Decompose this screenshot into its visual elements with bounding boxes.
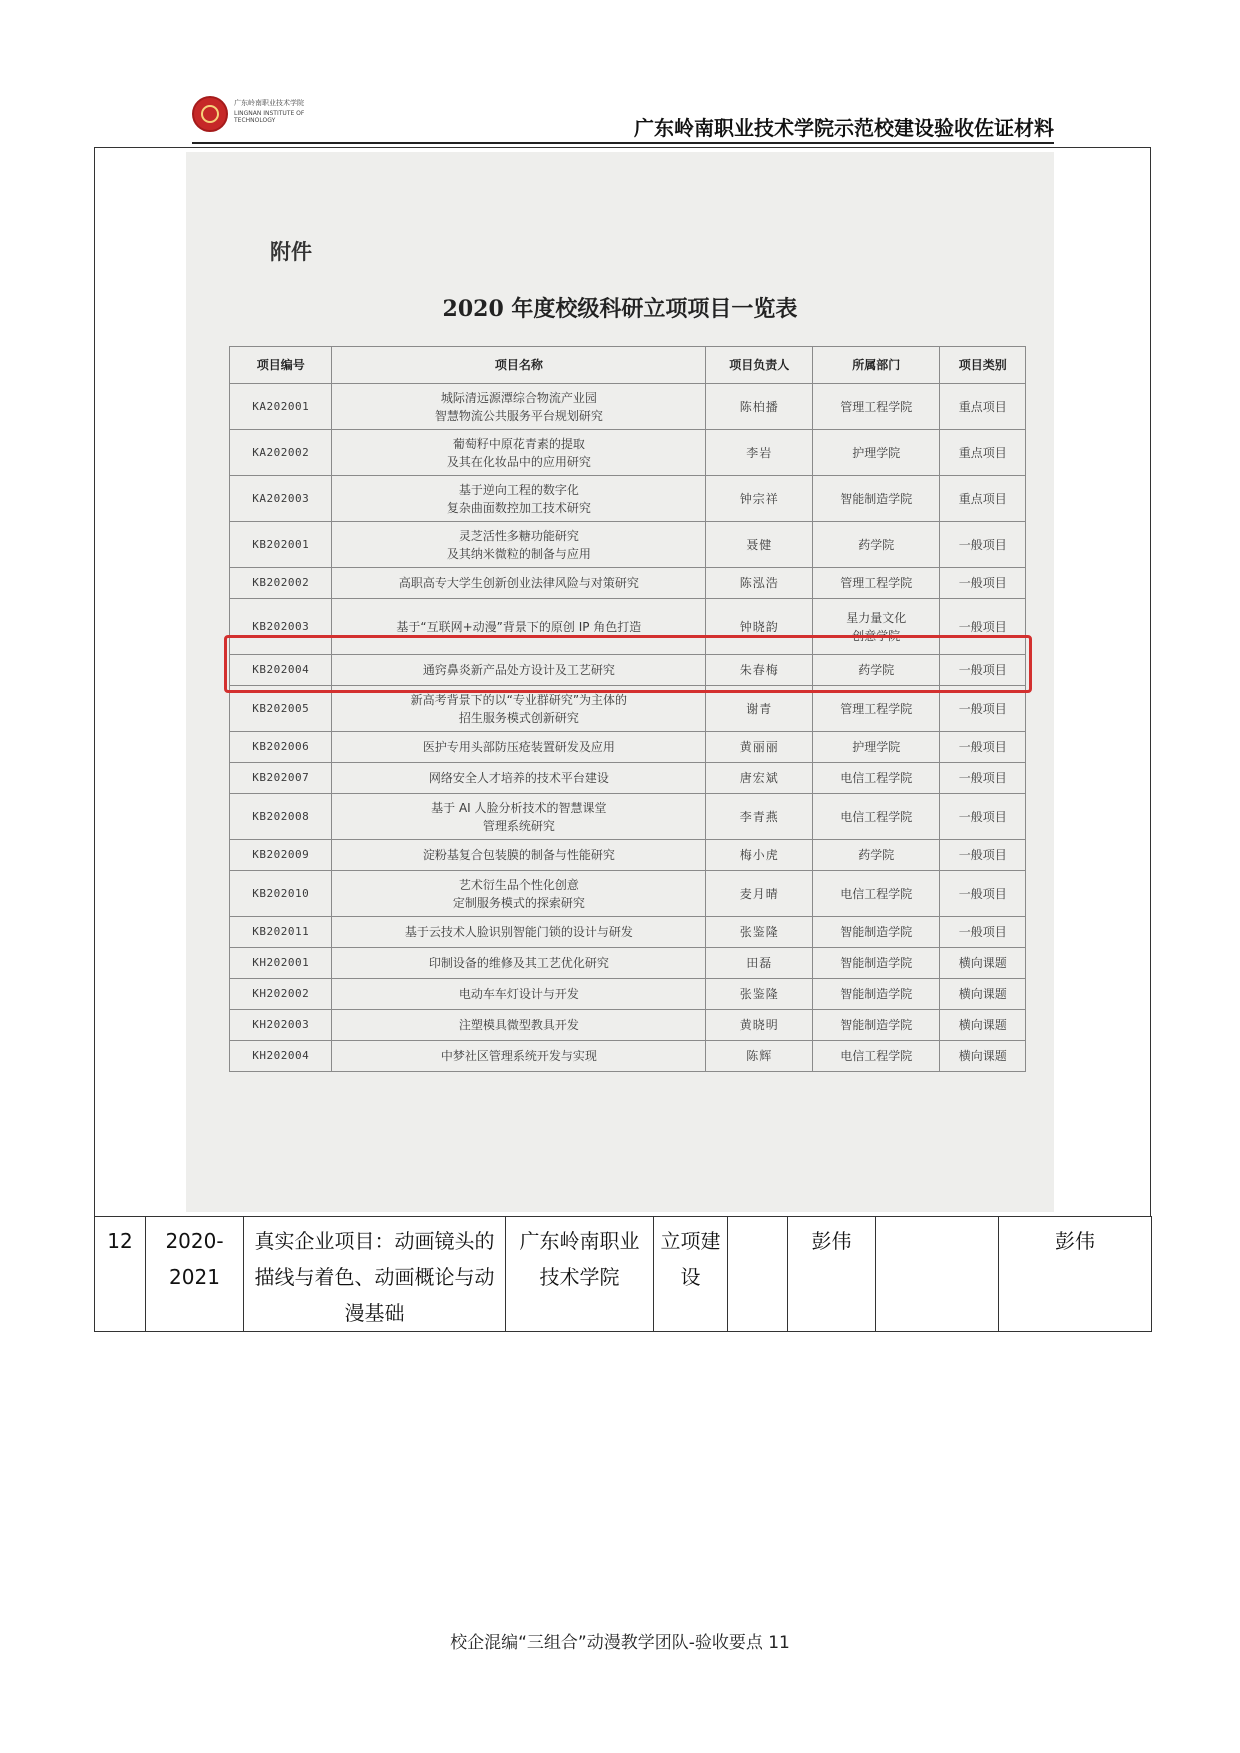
list-title: 2020 年度校级科研立项项目一览表 [442,296,798,322]
school-seal-icon [192,96,228,132]
project-leader: 陈柏播 [706,384,813,430]
project-dept [813,871,940,917]
project-type: 一般项目 [940,840,1026,871]
document-photo [186,152,1054,1212]
column-header: 项目编号 [230,347,332,384]
project-name-line: 中梦社区管理系统开发与实现 [440,1049,597,1063]
project-type: 一般项目 [940,763,1026,794]
project-code: KB202010 [230,871,332,917]
row-kind: 立项建设 [654,1217,728,1332]
project-name-line: 淀粉基复合包装膜的制备与性能研究 [422,848,615,862]
page-header-title: 广东岭南职业技术学院示范校建设验收佐证材料 [634,116,1054,140]
table-row [230,763,1026,794]
row-year: 2020-2021 [146,1217,244,1332]
project-leader: 梅小虎 [706,840,813,871]
project-dept [813,763,940,794]
project-dept-line: 药学院 [858,848,895,862]
project-name-line: 基于 AI 人脸分析技术的智慧课堂 [431,800,607,815]
project-leader: 陈泓浩 [706,568,813,599]
project-dept-line: 药学院 [858,663,895,677]
table-row [230,430,1026,476]
project-type: 横向课题 [940,948,1026,979]
page-footer: 校企混编“三组合”动漫教学团队-验收要点 11 [450,1633,790,1653]
column-header: 项目名称 [332,347,706,384]
column-header: 项目负责人 [706,347,813,384]
project-leader: 黄丽丽 [706,732,813,763]
project-leader: 田磊 [706,948,813,979]
column-header: 项目类别 [940,347,1026,384]
table-row [230,1041,1026,1072]
project-code: KB202011 [230,917,332,948]
project-type: 横向课题 [940,1041,1026,1072]
project-type: 一般项目 [940,522,1026,568]
project-code: KA202003 [230,476,332,522]
project-leader: 李岩 [706,430,813,476]
project-dept [813,917,940,948]
project-name-line: 定制服务模式的探索研究 [452,895,585,910]
project-dept [813,794,940,840]
project-dept [813,522,940,568]
project-name [332,871,706,917]
logo-en-text: LINGNAN INSTITUTE OF TECHNOLOGY [234,110,305,124]
project-leader: 钟宗祥 [706,476,813,522]
project-name-line: 电动车车灯设计与开发 [458,987,579,1001]
highlight-box [224,635,1032,693]
table-row [95,1217,1152,1332]
project-code: KB202009 [230,840,332,871]
project-leader: 张鉴隆 [706,979,813,1010]
project-code: KB202008 [230,794,332,840]
project-name-line: 城际清远源潭综合物流产业园 [440,390,597,405]
table-row [230,1010,1026,1041]
project-name [332,568,706,599]
table-row [230,732,1026,763]
project-name-line: 及其纳米微粒的制备与应用 [446,546,591,561]
project-code: KH202001 [230,948,332,979]
project-name [332,763,706,794]
outer-table-row [94,1216,1152,1332]
project-name [332,732,706,763]
project-name [332,917,706,948]
project-type: 重点项目 [940,384,1026,430]
row-empty-cell [876,1217,999,1332]
project-name-line: 基于云技术人脸识别智能门锁的设计与研发 [404,925,633,939]
project-dept-line: 电信工程学院 [840,1049,913,1063]
project-name-line: 高职高专大学生创新创业法律风险与对策研究 [398,576,639,590]
project-type: 一般项目 [940,794,1026,840]
header-divider [192,142,1054,144]
project-name-line: 艺术衍生品个性化创意 [458,877,579,892]
project-type: 横向课题 [940,1010,1026,1041]
project-dept-line: 智能制造学院 [840,956,913,970]
project-name-line: 及其在化妆品中的应用研究 [446,454,591,469]
logo-cn-text: 广东岭南职业技术学院 [234,99,304,107]
project-dept [813,430,940,476]
project-name [332,522,706,568]
table-row [230,384,1026,430]
project-code: KH202002 [230,979,332,1010]
project-code: KA202001 [230,384,332,430]
project-dept [813,568,940,599]
project-name-line: 网络安全人才培养的技术平台建设 [428,771,609,785]
project-leader: 钟晓韵 [706,599,813,655]
project-name [332,476,706,522]
column-header: 所属部门 [813,347,940,384]
table-row [230,948,1026,979]
project-type: 横向课题 [940,979,1026,1010]
project-list-table [229,346,1026,1072]
table-row [230,871,1026,917]
project-name [332,430,706,476]
project-leader: 麦月晴 [706,871,813,917]
project-name-line: 新高考背景下的以“专业群研究”为主体的 [410,692,628,707]
project-name-line: 复杂曲面数控加工技术研究 [446,500,591,515]
project-dept-line: 药学院 [858,537,895,552]
project-dept [813,384,940,430]
project-name-line: 印制设备的维修及其工艺优化研究 [428,956,609,970]
table-row [230,794,1026,840]
project-dept [813,1041,940,1072]
project-leader: 张鉴隆 [706,917,813,948]
project-type: 一般项目 [940,732,1026,763]
project-leader: 朱春梅 [706,655,813,686]
project-dept-line: 智能制造学院 [840,1018,913,1032]
project-dept-line: 护理学院 [852,445,901,460]
project-dept-line: 星力量文化 [846,610,907,625]
project-name-line: 智慧物流公共服务平台规划研究 [434,408,603,423]
project-type: 一般项目 [940,871,1026,917]
project-name [332,794,706,840]
row-project: 真实企业项目：动画镜头的描线与着色、动画概论与动漫基础 [244,1217,506,1332]
project-name-line: 基于“互联网+动漫”背景下的原创 IP 角色打造 [396,619,642,634]
project-name [332,384,706,430]
project-dept [813,1010,940,1041]
project-dept-line: 智能制造学院 [840,987,913,1001]
project-name-line: 葡萄籽中原花青素的提取 [452,436,585,451]
project-name [332,948,706,979]
row-person: 彭伟 [788,1217,876,1332]
project-name [332,1010,706,1041]
project-dept-line: 电信工程学院 [840,809,913,824]
project-name-line: 基于逆向工程的数字化 [458,482,579,497]
project-dept [813,476,940,522]
project-name [332,840,706,871]
table-row [230,840,1026,871]
row-number: 12 [95,1217,146,1332]
project-type: 重点项目 [940,476,1026,522]
project-name [332,1041,706,1072]
project-dept-line: 智能制造学院 [840,491,913,506]
project-name-line: 医护专用头部防压疮装置研发及应用 [422,740,615,754]
project-leader: 陈辉 [706,1041,813,1072]
project-leader: 谢青 [706,686,813,732]
project-dept-line: 电信工程学院 [840,886,913,901]
project-code: KB202004 [230,655,332,686]
project-type: 一般项目 [940,599,1026,655]
row-person-2: 彭伟 [999,1217,1152,1332]
project-dept-line: 电信工程学院 [840,771,913,785]
project-code: KB202003 [230,599,332,655]
project-type: 一般项目 [940,917,1026,948]
school-logo [192,94,322,138]
table-row [230,568,1026,599]
project-dept [813,948,940,979]
table-row [230,917,1026,948]
project-dept-line: 管理工程学院 [840,576,913,590]
project-code: KB202005 [230,686,332,732]
project-leader: 唐宏斌 [706,763,813,794]
attachment-label: 附件 [270,240,312,264]
project-leader: 黄晓明 [706,1010,813,1041]
project-code: KB202007 [230,763,332,794]
project-dept-line: 护理学院 [852,740,901,754]
table-row [230,979,1026,1010]
project-name-line: 灵芝活性多糖功能研究 [458,528,579,543]
project-dept-line: 智能制造学院 [840,925,913,939]
project-name-line: 通窍鼻炎新产品处方设计及工艺研究 [422,663,615,677]
project-name-line: 招生服务模式创新研究 [458,710,579,725]
project-dept-line: 创意学院 [852,628,901,643]
project-name-line: 注塑模具微型教具开发 [458,1018,579,1032]
project-leader: 李青燕 [706,794,813,840]
project-code: KH202003 [230,1010,332,1041]
project-type: 一般项目 [940,568,1026,599]
project-code: KA202002 [230,430,332,476]
project-name [332,979,706,1010]
row-empty-cell [728,1217,788,1332]
project-type: 一般项目 [940,686,1026,732]
project-dept [813,979,940,1010]
project-code: KH202004 [230,1041,332,1072]
project-leader: 聂健 [706,522,813,568]
project-dept-line: 管理工程学院 [840,701,913,716]
project-code: KB202002 [230,568,332,599]
project-type: 一般项目 [940,655,1026,686]
project-type: 重点项目 [940,430,1026,476]
row-organization: 广东岭南职业技术学院 [506,1217,654,1332]
table-row [230,476,1026,522]
project-code: KB202001 [230,522,332,568]
project-dept [813,840,940,871]
table-row [230,522,1026,568]
table-header-row [230,347,1026,384]
project-name-line: 管理系统研究 [482,818,555,833]
project-code: KB202006 [230,732,332,763]
project-dept [813,732,940,763]
project-dept-line: 管理工程学院 [840,399,913,414]
